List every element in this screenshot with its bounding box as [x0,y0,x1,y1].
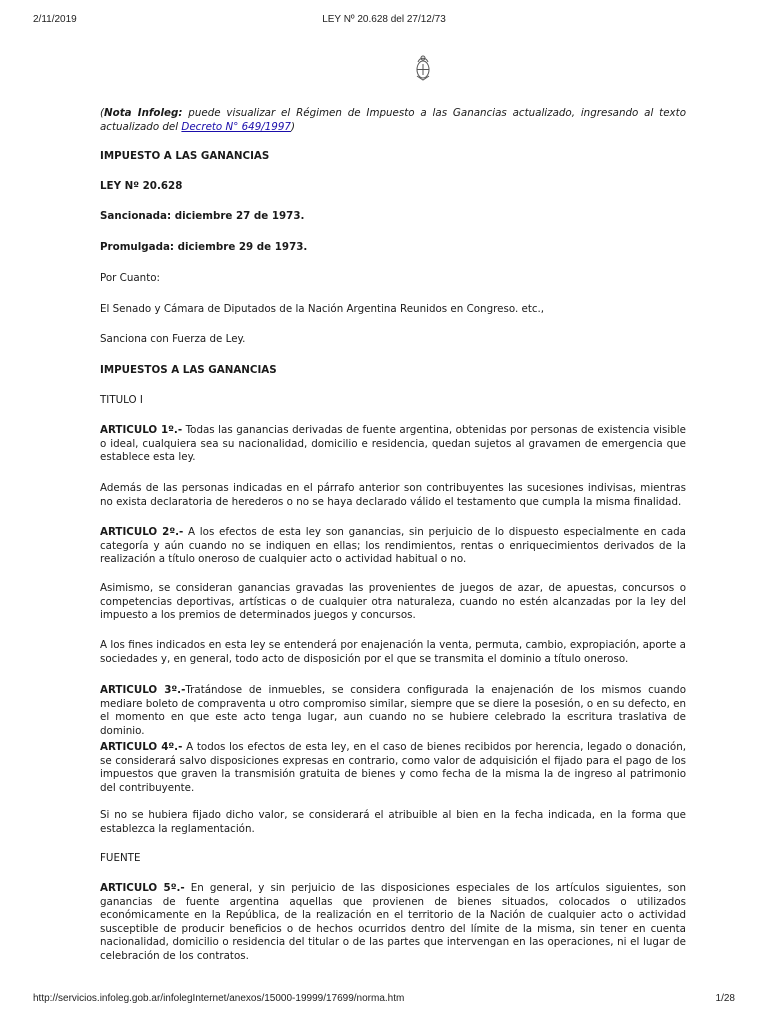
article-4: ARTICULO 4º.- A todos los efectos de esta ley, en el caso de bienes recibidos por herencia, legado o donación, se considerará salvo disposiciones expresas en contrario, como valor de adquisición el fijado para el pago de los impuestos que graven la transmisión gratuita de bienes y como fecha de la misma la de ingreso al patrimonio del contribuyente. [100,741,686,794]
article-1: ARTICULO 1º.- Todas las ganancias derivadas de fuente argentina, obtenidas por personas de existencia visible o ideal, cualquiera sea su nacionalidad, domicilio e residencia, quedan sujetos al gravamen de emergencia que establece esta ley. [100,424,686,464]
heading-impuesto: IMPUESTO A LAS GANANCIAS [100,150,270,162]
article-4-label: ARTICULO 4º.- [100,741,183,753]
article-3-label: ARTICULO 3º.- [100,684,186,696]
article-1-label: ARTICULO 1º.- [100,424,183,436]
article-4-paragraph-2: Si no se hubiera fijado dicho valor, se considerará el atribuible al bien en la fecha indicada, en la forma que establezca la reglamentación. [100,809,686,835]
page-number: 1/28 [715,993,735,1004]
article-2-paragraph-2: Asimismo, se consideran ganancias gravadas las provenientes de juegos de azar, de apuestas, concursos o competencias deportivas, artísticas o de cualquier otra naturaleza, cuando no estén alcanzadas por la ley del impuesto a los premios de determinados juegos y concursos. [100,582,686,622]
argentina-coat-of-arms-icon [414,54,432,82]
note-text: puede visualizar el Régimen de Impuesto a las Ganancias actualizado, ingresando al texto actualizado del [100,107,686,133]
senado-paragraph: El Senado y Cámara de Diputados de la Nación Argentina Reunidos en Congreso. etc., [100,303,545,315]
article-3: ARTICULO 3º.-Tratándose de inmuebles, se considera configurada la enajenación de los mismos cuando mediare boleto de compraventa u otro compromiso similar, siempre que se diere la posesión, o en su defecto, en el momento en que este acto tenga lugar, aun cuando no se hubiere celebrado la escritura traslativa de dominio. [100,684,686,737]
note-label: Nota Infoleg: [104,107,183,119]
fuente-heading: FUENTE [100,852,141,864]
article-2-label: ARTICULO 2º.- [100,526,184,538]
article-2: ARTICULO 2º.- A los efectos de esta ley son ganancias, sin perjuicio de lo dispuesto especialmente en cada categoría y aún cuando no se indiquen en ellas; los rendimientos, rentas o enriquecimientos derivados de la realización a título oneroso de cualquier acto o actividad habitual o no. [100,526,686,566]
sanction-date: Sancionada: diciembre 27 de 1973. [100,210,305,222]
article-5: ARTICULO 5º.- En general, y sin perjuicio de las disposiciones especiales de los artículos siguientes, son ganancias de fuente argentina aquellas que provienen de bienes situados, colocados o utilizados económicamente en la República, de la realización en el territorio de la Nación de cualquier acto o actividad susceptible de producir beneficios o de hechos ocurridos dentro del límite de la misma, sin tener en cuenta nacionalidad, domicilio o residencia del titular o de las partes que intervengan en las operaciones, ni el lugar de celebración de los contratos. [100,882,686,962]
titulo-i: TITULO I [100,394,143,406]
por-cuanto: Por Cuanto: [100,272,161,284]
article-1-paragraph-2: Además de las personas indicadas en el párrafo anterior son contribuyentes las sucesiones indivisas, mientras no exista declaratoria de herederos o no se haya declarado válido el testamento que cumpla la misma finalidad. [100,482,686,508]
sanciona-paragraph: Sanciona con Fuerza de Ley. [100,333,246,345]
heading-impuestos: IMPUESTOS A LAS GANANCIAS [100,364,277,376]
promulgation-date: Promulgada: diciembre 29 de 1973. [100,241,308,253]
print-date: 2/11/2019 [33,14,77,25]
article-5-label: ARTICULO 5º.- [100,882,185,894]
print-footer [33,993,735,1005]
infoleg-note: (Nota Infoleg: puede visualizar el Régimen de Impuesto a las Ganancias actualizado, ingresando al texto actualizado del Decreto N° 649/1997) [100,107,686,133]
print-url: http://servicios.infoleg.gob.ar/infolegInternet/anexos/15000-19999/17699/norma.htm [33,993,405,1004]
decreto-link[interactable]: Decreto N° 649/1997 [181,120,291,133]
article-2-paragraph-3: A los fines indicados en esta ley se entenderá por enajenación la venta, permuta, cambio, expropiación, aporte a sociedades y, en general, todo acto de disposición por el que se transmita el dominio a título oneroso. [100,639,686,665]
law-number: LEY Nº 20.628 [100,180,183,192]
print-title: LEY Nº 20.628 del 27/12/73 [322,14,446,25]
